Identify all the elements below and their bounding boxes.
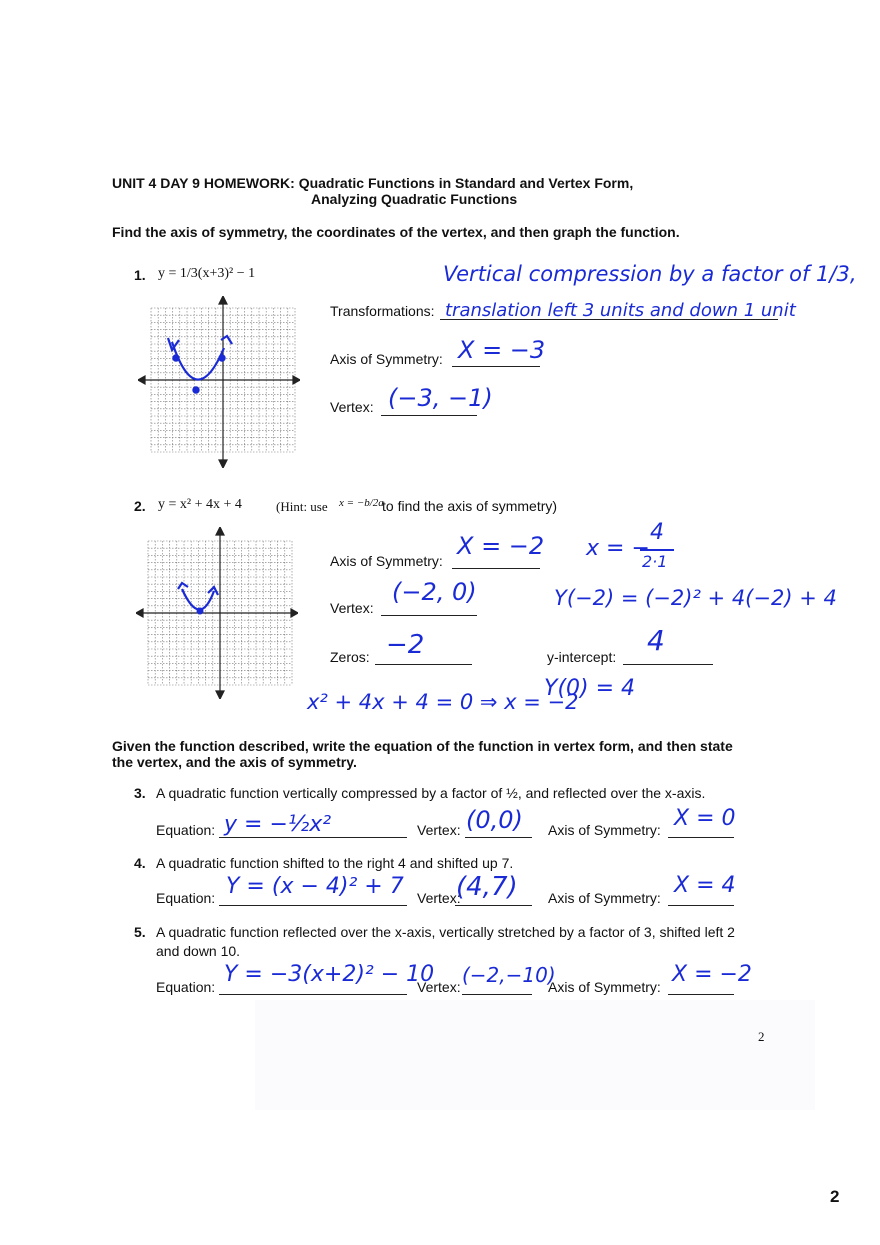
p2-axis-label: Axis of Symmetry: — [330, 553, 443, 569]
p1-axis-line — [452, 366, 540, 367]
p1-equation: y = 1/3(x+3)² − 1 — [158, 266, 256, 281]
p4-vertex-answer: (4,7) — [456, 872, 518, 902]
p2-hint-prefix: (Hint: use — [276, 499, 328, 514]
p5-number: 5. — [134, 924, 146, 940]
p4-equation-label: Equation: — [156, 890, 216, 906]
p2-axis-answer: X = −2 — [457, 532, 545, 560]
p1-transformations-label: Transformations: — [330, 303, 435, 319]
p5-vertex-label: Vertex: — [417, 979, 461, 995]
p5-axis-answer: X = −2 — [672, 962, 752, 987]
p3-vertex-line — [465, 837, 532, 838]
outer-page-number: 2 — [830, 1187, 840, 1206]
p5-equation-label: Equation: — [156, 979, 216, 995]
p2-hint-formula: x = −b/2a — [339, 497, 384, 509]
p1-transformations-answer-1: Vertical compression by a factor of 1/3, — [443, 262, 857, 286]
p3-axis-answer: X = 0 — [674, 806, 736, 831]
p2-yint-answer: 4 — [647, 624, 665, 657]
p5-equation-line — [219, 994, 407, 995]
p4-axis-line — [668, 905, 734, 906]
p2-vertex-label: Vertex: — [330, 600, 374, 616]
p2-yint-line — [623, 664, 713, 665]
p1-axes — [138, 296, 300, 468]
p2-work-zeros: x² + 4x + 4 = 0 ⇒ x = −2 — [307, 690, 579, 714]
p5-equation-answer: Y = −3(x+2)² − 10 — [224, 962, 435, 987]
p1-axis-answer: X = −3 — [458, 336, 546, 364]
p1-vertex-line — [381, 415, 477, 416]
p3-equation-label: Equation: — [156, 822, 216, 838]
p2-axes — [136, 527, 298, 699]
p3-vertex-label: Vertex: — [417, 822, 461, 838]
p3-axis-line — [668, 837, 734, 838]
p1-graph — [138, 296, 300, 468]
page-subtitle: Analyzing Quadratic Functions — [311, 191, 518, 207]
p4-vertex-line — [455, 905, 532, 906]
p2-work-y: Y(−2) = (−2)² + 4(−2) + 4 — [554, 586, 837, 610]
inner-page-number: 2 — [758, 1029, 765, 1044]
p2-graph — [136, 527, 298, 699]
p5-description-2: and down 10. — [156, 943, 241, 959]
p2-work-x-den: 2·1 — [642, 552, 668, 571]
scan-shade — [255, 1000, 815, 1110]
p3-axis-label: Axis of Symmetry: — [548, 822, 661, 838]
p4-equation-answer: Y = (x − 4)² + 7 — [226, 874, 404, 899]
p2-work-x-num: 4 — [650, 520, 664, 545]
p5-vertex-line — [462, 994, 532, 995]
p5-axis-label: Axis of Symmetry: — [548, 979, 661, 995]
p4-axis-answer: X = 4 — [674, 873, 736, 898]
p2-work-fraction-bar — [640, 549, 674, 551]
p4-axis-label: Axis of Symmetry: — [548, 890, 661, 906]
section2-instructions-2: the vertex, and the axis of symmetry. — [112, 754, 357, 770]
p3-vertex-answer: (0,0) — [466, 806, 523, 834]
p2-zeros-label: Zeros: — [330, 649, 370, 665]
p2-axis-line — [452, 568, 540, 569]
p3-number: 3. — [134, 785, 146, 801]
p4-number: 4. — [134, 855, 146, 871]
page-title: UNIT 4 DAY 9 HOMEWORK: Quadratic Functions in Standard and Vertex Form, — [112, 175, 634, 191]
p1-parabola — [168, 336, 232, 393]
p5-description-1: A quadratic function reflected over the x-axis, vertically stretched by a factor of 3, shifted left 2 — [156, 924, 735, 940]
p1-axis-label: Axis of Symmetry: — [330, 351, 443, 367]
p3-equation-answer: y = −½x² — [224, 812, 332, 837]
p4-equation-line — [219, 905, 407, 906]
p2-vertex-answer: (−2, 0) — [392, 578, 477, 606]
p1-vertex-label: Vertex: — [330, 399, 374, 415]
p5-vertex-answer: (−2,−10) — [462, 963, 556, 987]
section2-instructions-1: Given the function described, write the equation of the function in vertex form, and then state — [112, 738, 733, 754]
p2-zeros-line — [375, 664, 472, 665]
p2-work-x-lhs: x = − — [586, 536, 650, 561]
p1-transformations-answer-2: translation left 3 units and down 1 unit — [445, 300, 796, 321]
section1-instructions: Find the axis of symmetry, the coordinates of the vertex, and then graph the function. — [112, 224, 680, 240]
p3-description: A quadratic function vertically compressed by a factor of ½, and reflected over the x-axis. — [156, 785, 706, 801]
p2-equation: y = x² + 4x + 4 — [158, 497, 242, 512]
p2-hint-suffix: to find the axis of symmetry) — [382, 498, 558, 514]
p5-axis-line — [668, 994, 734, 995]
p2-number: 2. — [134, 498, 146, 514]
p2-yint-label: y-intercept: — [547, 649, 617, 665]
p4-description: A quadratic function shifted to the right 4 and shifted up 7. — [156, 855, 514, 871]
p1-number: 1. — [134, 267, 146, 283]
p2-work-y0: Y(0) = 4 — [544, 676, 636, 701]
p4-vertex-label: Vertex: — [417, 890, 461, 906]
p2-zeros-answer: −2 — [386, 630, 425, 660]
p3-equation-line — [219, 837, 407, 838]
p1-vertex-answer: (−3, −1) — [388, 384, 493, 412]
p2-vertex-line — [381, 615, 477, 616]
